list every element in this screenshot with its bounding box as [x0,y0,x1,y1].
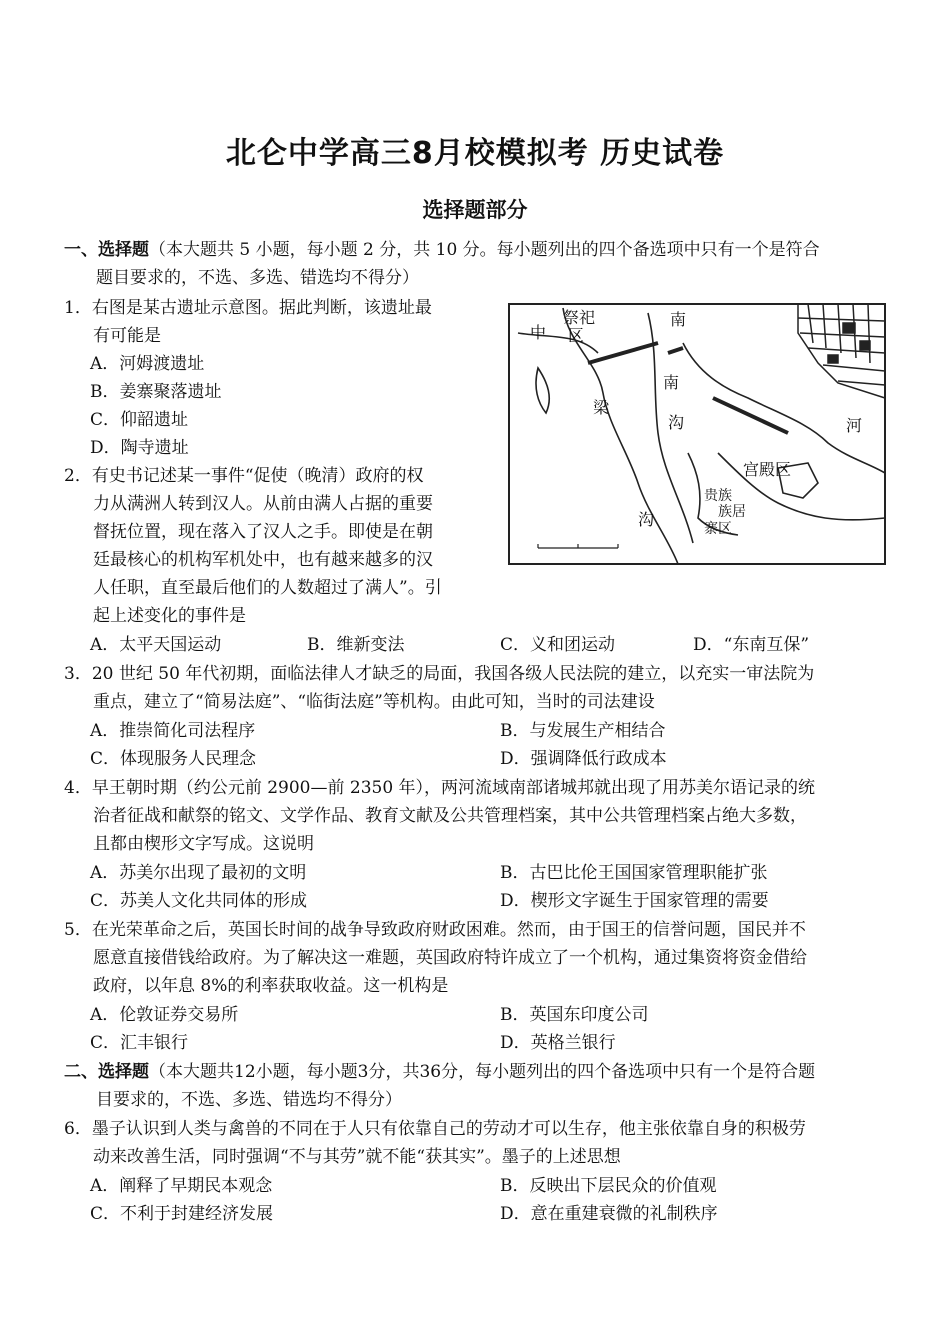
q3-stem-line1: 3．20 世纪 50 年代初期，面临法律人才缺乏的局面，我国各级人民法院的建立，以充实一审法院为 [64,664,815,684]
section-subtitle: 选择题部分 [422,198,528,222]
q5-option-c: C．汇丰银行 [90,1033,189,1053]
section1-desc-line2: 题目要求的，不选、多选、错选均不得分） [96,268,419,288]
q4-option-c: C．苏美人文化共同体的形成 [90,891,308,911]
q5-option-b: B．英国东印度公司 [500,1005,649,1025]
q6-option-b: B．反映出下层民众的价值观 [500,1176,717,1196]
q2-stem-line5: 人任职，直至最后他们的人数超过了满人”。引 [93,578,442,598]
q5-stem-line3: 政府，以年息 8%的利率获取收益。这一机构是 [93,976,449,996]
q4-option-d: D．楔形文字诞生于国家管理的需要 [500,891,769,911]
map-label-jisi: 祭祀 [563,308,596,327]
q2-stem-line1: 2．有史书记述某一事件“促使（晚清）政府的权 [64,466,424,486]
q6-option-a: A．阐释了早期民本观念 [90,1176,273,1196]
q3-option-c: C．体现服务人民理念 [90,749,257,769]
map-label-gou2: 沟 [638,510,655,529]
q3-option-d: D．强调降低行政成本 [500,749,667,769]
q2-stem-line6: 起上述变化的事件是 [93,606,246,626]
q3-option-a: A．推崇简化司法程序 [90,721,256,741]
q1-stem-line1: 1．右图是某古遗址示意图。据此判断，该遗址最 [64,298,432,318]
map-label-zhaiqu: 寨区 [704,521,732,537]
section2-label: 二、选择题 [64,1062,149,1082]
q5-stem-line1: 5．在光荣革命之后，英国长时间的战争导致政府财政困难。然而，由于国王的信誉问题，国民并不 [64,920,806,940]
map-label-liang: 梁 [593,398,610,417]
q3-stem-line2: 重点，建立了“简易法庭”、“临街法庭”等机构。由此可知，当时的司法建设 [93,692,655,712]
map-label-zhong: 中 [530,323,547,342]
q1-option-b: B．姜寨聚落遗址 [90,382,222,402]
q4-stem-line1: 4．早王朝时期（约公元前 2900—前 2350 年），两河流域南部诸城邦就出现了用苏美尔语记录的统 [64,778,816,798]
map-label-gou1: 沟 [668,413,685,432]
q4-option-b: B．古巴比伦王国国家管理职能扩张 [500,863,768,883]
map-label-guizu: 贵族 [704,488,732,504]
section2-header [64,1060,815,1084]
q5-option-d: D．英格兰银行 [500,1033,616,1053]
section2-desc-line2: 目要求的，不选、多选、错选均不得分） [96,1090,402,1110]
q6-stem-line1: 6．墨子认识到人类与禽兽的不同在于人只有依靠自己的劳动才可以生存，他主张依靠自身的积极劳 [64,1119,806,1139]
q1-option-c: C．仰韶遗址 [90,410,189,430]
q1-option-a: A．河姆渡遗址 [90,354,205,374]
map-label-gongdian: 宫殿区 [743,460,792,479]
q2-option-a: A．太平天国运动 [90,635,222,655]
page-title: 北仑中学高三8月校模拟考 历史试卷 [225,136,725,171]
q4-option-a: A．苏美尔出现了最初的文明 [90,863,307,883]
map-label-zuju: 族居 [718,504,746,520]
section2-desc-line1: （本大题共12小题，每小题3分，共36分，每小题列出的四个备选项中只有一个是符合题 [149,1062,816,1082]
q5-option-a: A．伦敦证券交易所 [90,1005,239,1025]
q1-stem-line2: 有可能是 [93,326,161,346]
q6-option-d: D．意在重建衰微的礼制秩序 [500,1204,718,1224]
q6-stem-line2: 动来改善生活，同时强调“不与其劳”就不能“获其实”。墨子的上述思想 [93,1147,621,1167]
q2-option-d: D．“东南互保” [693,635,810,655]
q2-stem-line4: 廷最核心的机构军机处中，也有越来越多的汉 [93,550,433,570]
q6-option-c: C．不利于封建经济发展 [90,1204,274,1224]
map-label-nan1: 南 [670,310,687,329]
section1-label: 一、选择题 [64,240,149,260]
map-label-nan2: 南 [663,373,680,392]
q1-option-d: D．陶寺遗址 [90,438,189,458]
q5-stem-line2: 愿意直接借钱给政府。为了解决这一难题，英国政府特许成立了一个机构，通过集资将资金借给 [93,948,807,968]
archaeological-site-map [508,303,886,565]
section1-header [64,238,820,262]
q4-stem-line3: 且都由楔形文字写成。这说明 [93,834,314,854]
q2-option-c: C．义和团运动 [500,635,616,655]
q3-option-b: B．与发展生产相结合 [500,721,666,741]
q4-stem-line2: 治者征战和献祭的铭文、文学作品、教育文献及公共管理档案，其中公共管理档案占绝大多数， [93,806,807,826]
q2-option-b: B．维新变法 [307,635,405,655]
q2-stem-line3: 督抚位置，现在落入了汉人之手。即使是在朝 [93,522,433,542]
map-label-he: 河 [846,416,863,435]
section1-desc-line1: （本大题共 5 小题，每小题 2 分，共 10 分。每小题列出的四个备选项中只有一个是符合 [149,240,820,260]
q2-stem-line2: 力从满洲人转到汉人。从前由满人占据的重要 [93,494,433,514]
map-label-qu: 区 [568,326,585,345]
